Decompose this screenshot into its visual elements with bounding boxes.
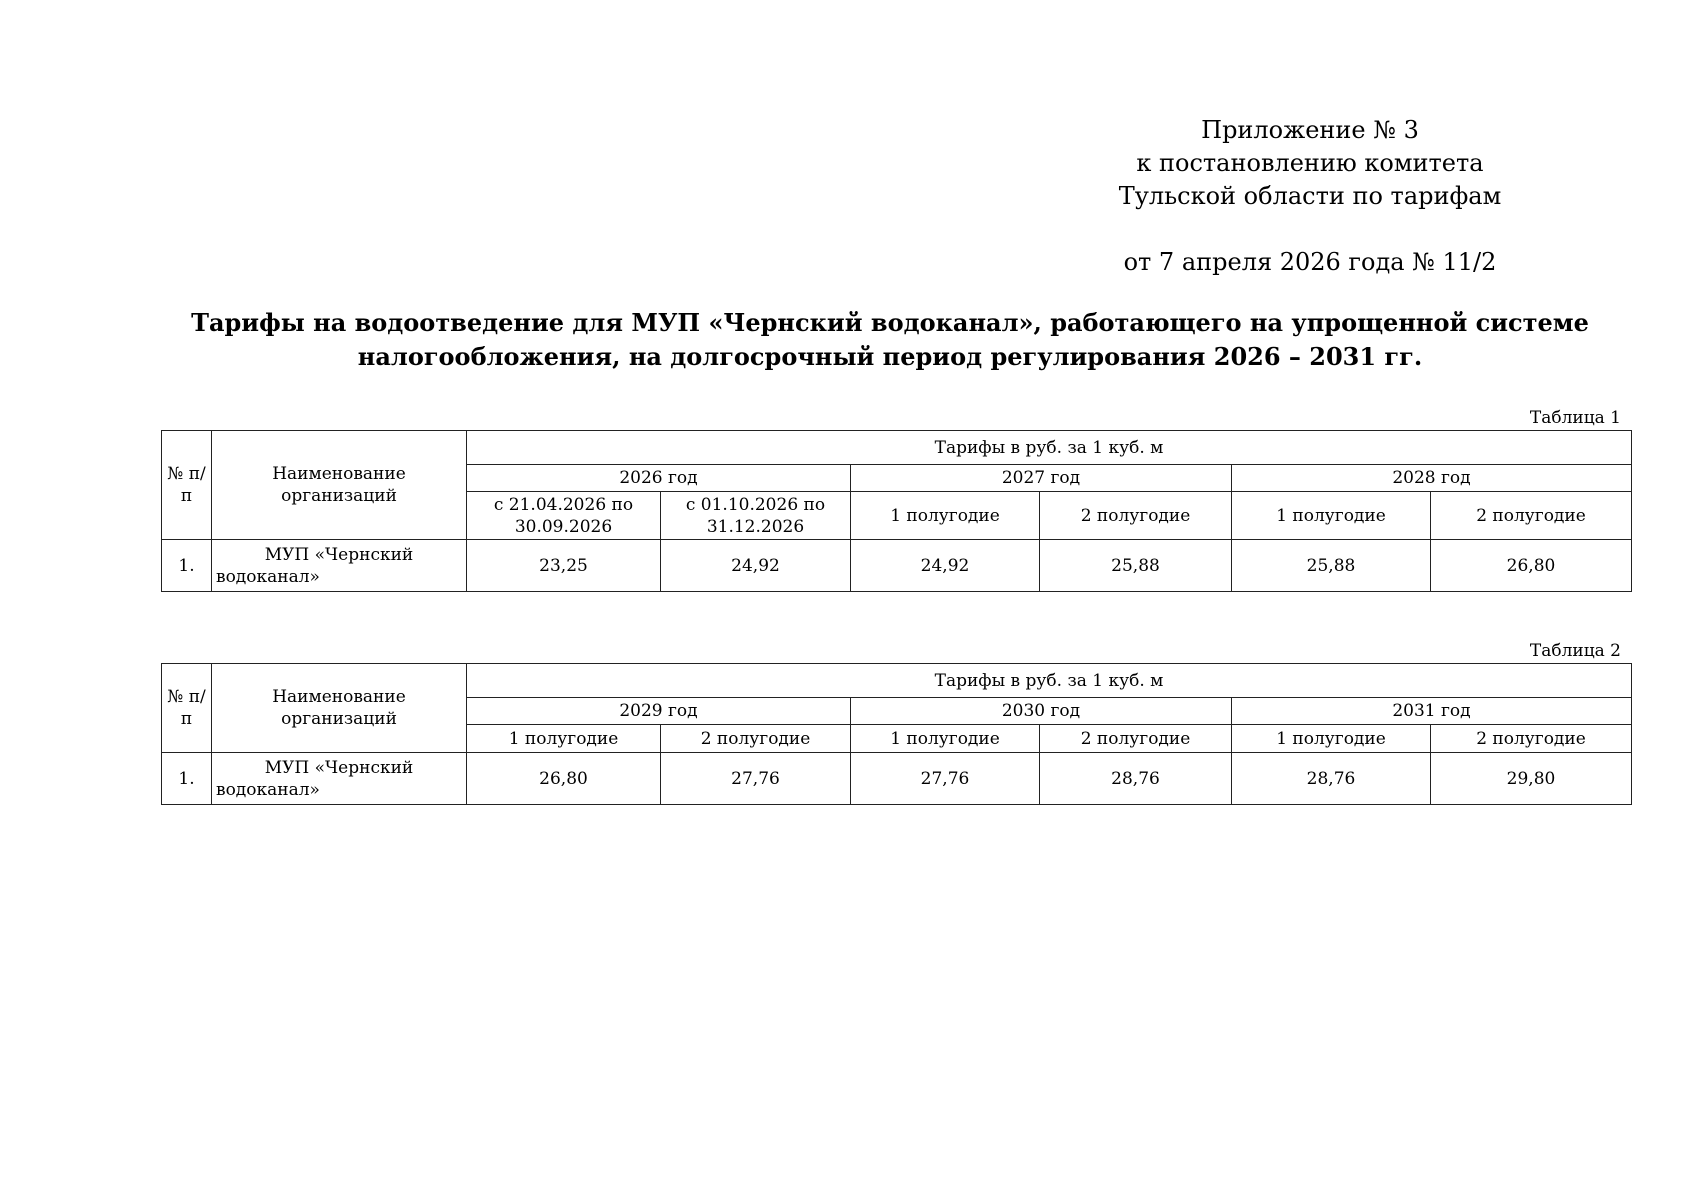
year-header: 2031 год	[1232, 698, 1632, 725]
year-header: 2030 год	[851, 698, 1232, 725]
tariff-value: 23,25	[467, 540, 661, 592]
tariff-table-1	[161, 430, 1632, 592]
period-header: 2 полугодие	[1431, 492, 1632, 540]
year-header: 2028 год	[1232, 465, 1632, 492]
appendix-header	[1060, 114, 1560, 279]
document-title	[180, 306, 1600, 374]
col-num-header: № п/п	[162, 431, 212, 540]
tariff-value: 28,76	[1232, 753, 1431, 805]
tariff-value: 24,92	[851, 540, 1040, 592]
period-header: 2 полугодие	[1040, 492, 1232, 540]
title-line-1: Тарифы на водоотведение для МУП «Чернский водоканал», работающего на упрощенной системе	[191, 308, 1589, 337]
col-name-header: Наименование организаций	[212, 664, 467, 753]
organization-name: МУП «Чернский водоканал»	[212, 540, 467, 592]
tariff-value: 26,80	[467, 753, 661, 805]
appendix-authority: Тульской области по тарифам	[1118, 182, 1502, 210]
tariff-table-2	[161, 663, 1632, 805]
table-row	[162, 753, 1632, 805]
appendix-date: от 7 апреля 2026 года № 11/2	[1123, 248, 1497, 276]
year-header: 2026 год	[467, 465, 851, 492]
tariff-value: 24,92	[661, 540, 851, 592]
tariff-value: 25,88	[1232, 540, 1431, 592]
year-header: 2029 год	[467, 698, 851, 725]
row-number: 1.	[162, 540, 212, 592]
period-header: с 01.10.2026 по 31.12.2026	[661, 492, 851, 540]
tariff-value: 27,76	[851, 753, 1040, 805]
tariff-value: 28,76	[1040, 753, 1232, 805]
col-num-header: № п/п	[162, 664, 212, 753]
table2-caption: Таблица 2	[1529, 641, 1621, 661]
period-header: 1 полугодие	[467, 725, 661, 753]
period-header: 1 полугодие	[851, 492, 1040, 540]
table-row	[162, 540, 1632, 592]
group-header: Тарифы в руб. за 1 куб. м	[467, 431, 1632, 465]
year-header: 2027 год	[851, 465, 1232, 492]
appendix-ref: к постановлению комитета	[1136, 149, 1484, 177]
tariff-value: 27,76	[661, 753, 851, 805]
period-header: с 21.04.2026 по 30.09.2026	[467, 492, 661, 540]
tariff-value: 25,88	[1040, 540, 1232, 592]
col-name-header: Наименование организаций	[212, 431, 467, 540]
period-header: 1 полугодие	[1232, 492, 1431, 540]
period-header: 1 полугодие	[851, 725, 1040, 753]
title-line-2: налогообложения, на долгосрочный период регулирования 2026 – 2031 гг.	[357, 342, 1423, 371]
period-header: 2 полугодие	[661, 725, 851, 753]
period-header: 2 полугодие	[1431, 725, 1632, 753]
row-number: 1.	[162, 753, 212, 805]
group-header: Тарифы в руб. за 1 куб. м	[467, 664, 1632, 698]
table1-caption: Таблица 1	[1529, 408, 1621, 428]
appendix-number: Приложение № 3	[1201, 116, 1419, 144]
period-header: 2 полугодие	[1040, 725, 1232, 753]
tariff-value: 26,80	[1431, 540, 1632, 592]
organization-name: МУП «Чернский водоканал»	[212, 753, 467, 805]
tariff-value: 29,80	[1431, 753, 1632, 805]
period-header: 1 полугодие	[1232, 725, 1431, 753]
